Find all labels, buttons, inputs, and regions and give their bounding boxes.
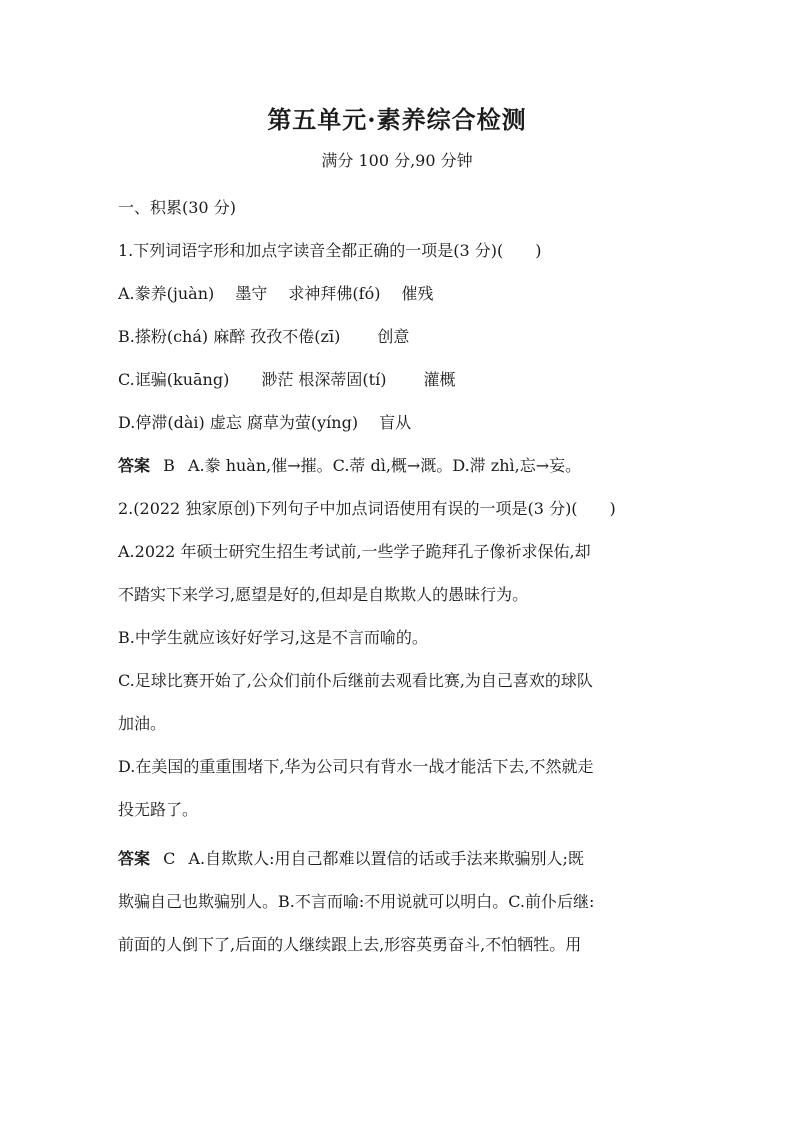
question-1-option-b: B.搽粉(chá) 麻醉 孜孜不倦(zī) 创意 — [118, 327, 410, 346]
question-1-option-c: C.诓骗(kuāng) 渺茫 根深蒂固(tí) 灌概 — [118, 370, 456, 389]
question-2-line: D.在美国的重重围堵下,华为公司只有背水一战才能活下去,不然就走 — [118, 757, 594, 776]
answer-explanation-line: 欺骗自己也欺骗别人。B.不言而喻:不用说就可以明白。C.前仆后继: — [118, 892, 595, 911]
page-title: 第五单元·素养综合检测 — [267, 105, 527, 134]
question-2-line: A.2022 年硕士研究生招生考试前,一些学子跪拜孔子像祈求保佑,却 — [118, 542, 591, 561]
answer-explanation: A.自欺欺人:用自己都难以置信的话或手法来欺骗别人;既 — [188, 849, 584, 868]
question-1-option-a: A.豢养(juàn) 墨守 求神拜佛(fó) 催残 — [118, 284, 434, 303]
question-1-answer — [118, 455, 678, 477]
page-subtitle: 满分 100 分,90 分钟 — [321, 151, 473, 170]
question-1-option-d: D.停滞(dài) 虚忘 腐草为萤(yíng) 盲从 — [118, 413, 412, 432]
answer-label: 答案 — [118, 456, 151, 475]
question-2-stem: 2.(2022 独家原创)下列句子中加点词语使用有误的一项是(3 分)( ) — [118, 499, 616, 518]
question-2-answer — [118, 848, 678, 870]
section-heading: 一、积累(30 分) — [118, 198, 236, 217]
answer-label: 答案 — [118, 849, 151, 868]
question-2-line: B.中学生就应该好好学习,这是不言而喻的。 — [118, 628, 428, 647]
answer-choice: C — [163, 849, 176, 868]
question-2-line: C.足球比赛开始了,公众们前仆后继前去观看比赛,为自己喜欢的球队 — [118, 671, 593, 690]
question-2-line: 投无路了。 — [118, 800, 199, 819]
answer-choice: B — [163, 456, 175, 475]
answer-explanation: A.豢 huàn,催→摧。C.蒂 dì,概→溉。D.滞 zhì,忘→妄。 — [187, 456, 582, 475]
question-2-line: 不踏实下来学习,愿望是好的,但却是自欺欺人的愚昧行为。 — [118, 585, 529, 604]
question-2-line: 加油。 — [118, 714, 167, 733]
answer-explanation-line: 前面的人倒下了,后面的人继续跟上去,形容英勇奋斗,不怕牺牲。用 — [118, 935, 582, 954]
question-1-stem: 1.下列词语字形和加点字读音全都正确的一项是(3 分)( ) — [118, 241, 542, 260]
